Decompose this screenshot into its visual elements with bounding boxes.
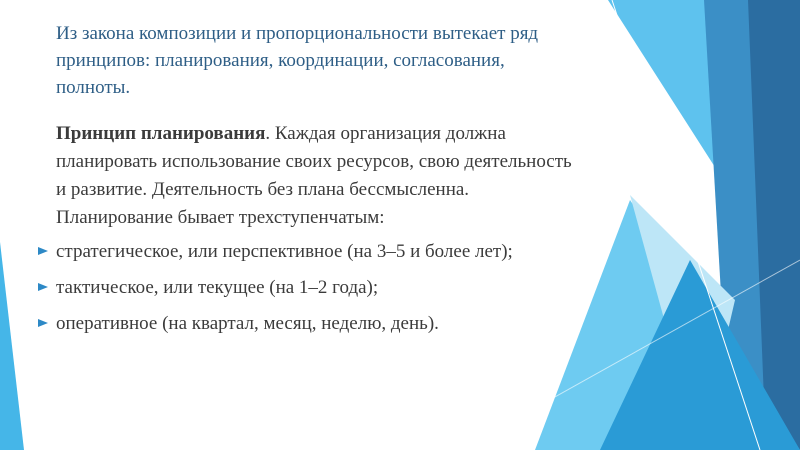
- arrow-bullet-icon: [38, 247, 48, 255]
- slide-body: [56, 120, 586, 346]
- list-item: [56, 310, 586, 338]
- list-item-text: стратегическое, или перспективное (на 3–5 и более лет);: [56, 241, 513, 262]
- arrow-bullet-icon: [38, 283, 48, 291]
- principle-text: . Каждая организация должна планировать использование своих ресурсов, свою деятельность и развитие. Деятельность без плана бессмысленна. Планирование бывает трехступенчатым:: [56, 123, 572, 228]
- list-item-text: тактическое, или текущее (на 1–2 года);: [56, 277, 379, 298]
- left-edge-triangle: [0, 242, 24, 450]
- slide-title: Из закона композиции и пропорциональности вытекает ряд принципов: планирования, координации, согласования, полноты.: [56, 23, 539, 98]
- list-item-text: оперативное (на квартал, месяц, неделю, день).: [56, 313, 439, 334]
- list-item: [56, 238, 586, 266]
- planning-levels-list: [56, 238, 586, 338]
- arrow-bullet-icon: [38, 319, 48, 327]
- principle-paragraph: [56, 120, 586, 232]
- list-item: [56, 274, 586, 302]
- principle-term: Принцип планирования: [56, 123, 266, 144]
